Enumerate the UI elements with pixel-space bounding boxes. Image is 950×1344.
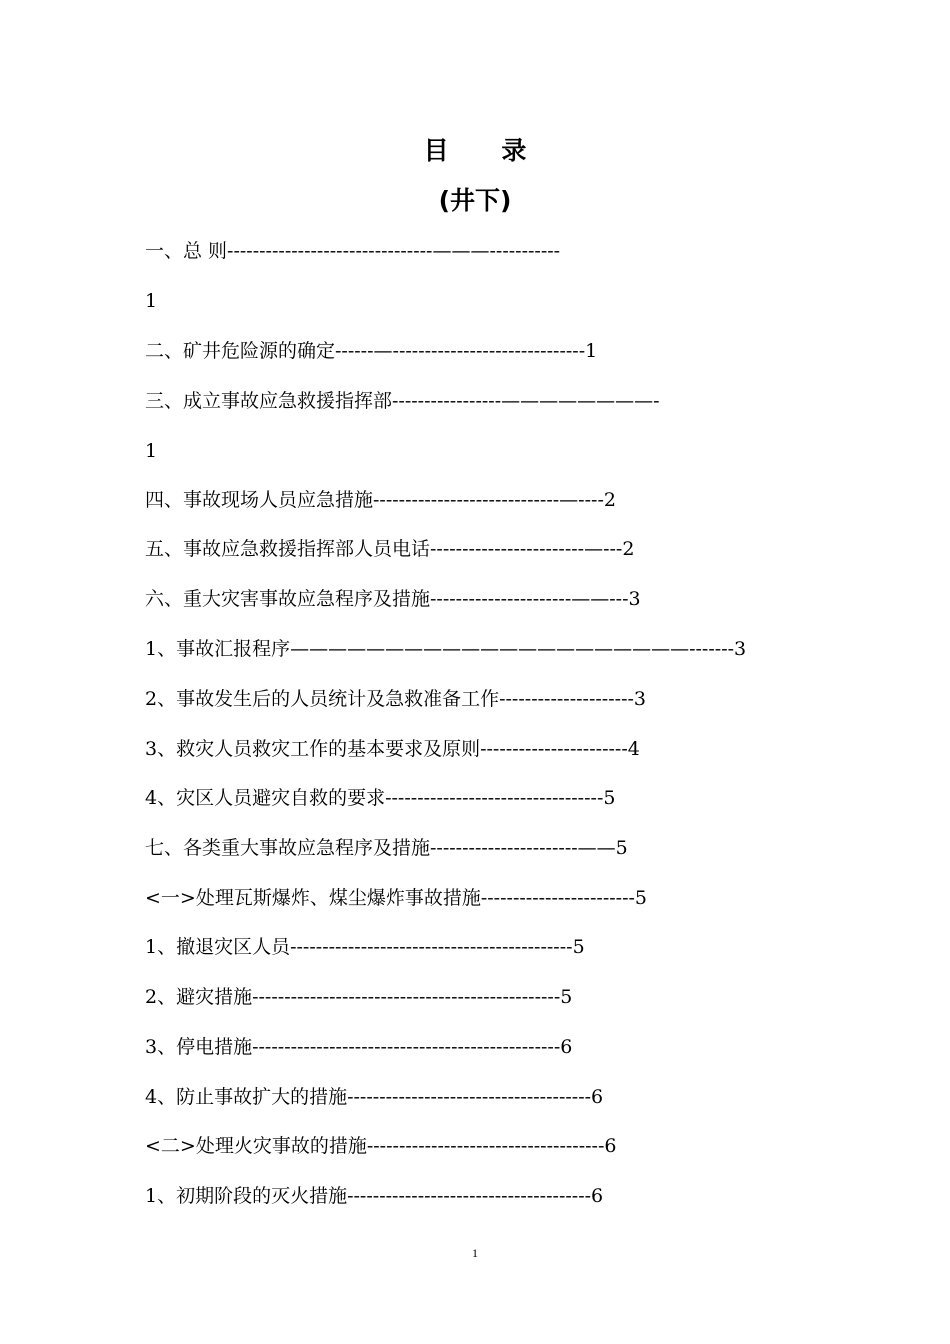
page-number: 1: [472, 1246, 478, 1260]
toc-line: 1: [145, 440, 158, 462]
toc-line: 3、救灾人员救灾工作的基本要求及原则-----------------------4: [145, 738, 640, 760]
toc-line: 二、矿井危险源的确定------—------------------------------1: [145, 340, 598, 362]
toc-line: 1、撤退灾区人员--------------------------------------------5: [145, 936, 585, 958]
toc-line: 2、避灾措施------------------------------------------------5: [145, 986, 573, 1008]
toc-line: 三、成立事故应急救援指挥部-----------------————————-: [145, 390, 660, 412]
toc-line: 七、各类重大事故应急程序及措施-----------------------——5: [145, 837, 628, 859]
toc-line: 五、事故应急救援指挥部人员电话------------------------—---2: [145, 538, 635, 560]
toc-line: 3、停电措施------------------------------------------------6: [145, 1036, 573, 1058]
toc-line: <二>处理火灾事故的措施-------------------------------------6: [145, 1135, 617, 1157]
toc-line: 一、总 则--------------------------------———-----------: [145, 240, 561, 262]
toc-line: 2、事故发生后的人员统计及急救准备工作---------------------3: [145, 688, 646, 710]
toc-line: 四、事故现场人员应急措施-----------------------------—----2: [145, 489, 616, 511]
toc-line: 4、灾区人员避灾自救的要求----------------------------------5: [145, 787, 616, 809]
toc-title: 目 录: [423, 136, 549, 165]
toc-line: 1、事故汇报程序—————————————————————-------3: [145, 638, 747, 660]
toc-line: 4、防止事故扩大的措施--------------------------------------6: [145, 1086, 604, 1108]
toc-line: <一>处理瓦斯爆炸、煤尘爆炸事故措施------------------------5: [145, 887, 648, 909]
toc-subtitle: (井下): [438, 186, 512, 215]
toc-line: 1: [145, 290, 158, 312]
toc-line: 六、重大灾害事故应急程序及措施----------------------——---3: [145, 588, 641, 610]
toc-line: 1、初期阶段的灭火措施--------------------------------------6: [145, 1185, 604, 1207]
